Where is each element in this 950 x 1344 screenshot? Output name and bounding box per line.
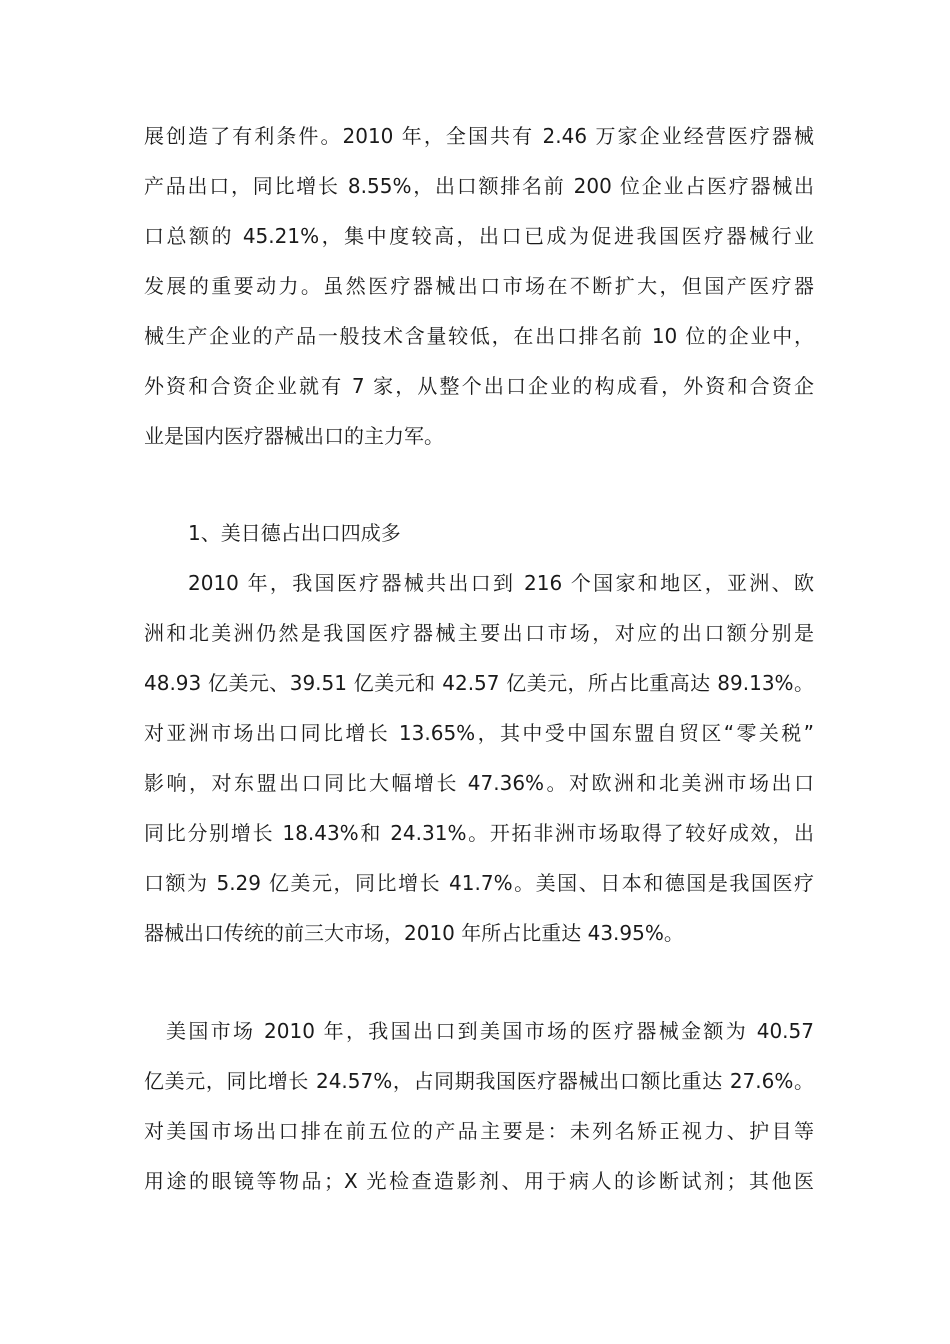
paragraph-2-line-7: 口额为 5.29 亿美元，同比增长 41.7%。美国、日本和德国是我国医疗 bbox=[144, 871, 814, 895]
paragraph-3-line-4: 用途的眼镜等物品；X 光检查造影剂、用于病人的诊断试剂；其他医 bbox=[144, 1169, 814, 1193]
paragraph-3-line-3: 对美国市场出口排在前五位的产品主要是：未列名矫正视力、护目等 bbox=[144, 1119, 814, 1143]
section-heading: 1、美日德占出口四成多 bbox=[188, 521, 401, 545]
paragraph-2-line-4: 对亚洲市场出口同比增长 13.65%，其中受中国东盟自贸区“零关税” bbox=[144, 721, 814, 745]
paragraph-1-line-5: 械生产企业的产品一般技术含量较低，在出口排名前 10 位的企业中， bbox=[144, 324, 814, 348]
paragraph-1-line-2: 产品出口，同比增长 8.55%，出口额排名前 200 位企业占医疗器械出 bbox=[144, 174, 814, 198]
paragraph-1-line-6: 外资和合资企业就有 7 家，从整个出口企业的构成看，外资和合资企 bbox=[144, 374, 814, 398]
paragraph-1-line-4: 发展的重要动力。虽然医疗器械出口市场在不断扩大，但国产医疗器 bbox=[144, 274, 814, 298]
paragraph-2-line-2: 洲和北美洲仍然是我国医疗器械主要出口市场，对应的出口额分别是 bbox=[144, 621, 814, 645]
paragraph-2-line-8: 器械出口传统的前三大市场，2010 年所占比重达 43.95%。 bbox=[144, 921, 684, 945]
paragraph-1-line-3: 口总额的 45.21%，集中度较高，出口已成为促进我国医疗器械行业 bbox=[144, 224, 814, 248]
paragraph-2-line-3: 48.93 亿美元、39.51 亿美元和 42.57 亿美元，所占比重高达 89.13%。 bbox=[144, 671, 814, 695]
paragraph-3-line-2: 亿美元，同比增长 24.57%，占同期我国医疗器械出口额比重达 27.6%。 bbox=[144, 1069, 814, 1093]
paragraph-2-line-1: 2010 年，我国医疗器械共出口到 216 个国家和地区，亚洲、欧 bbox=[188, 571, 814, 595]
paragraph-2-line-6: 同比分别增长 18.43%和 24.31%。开拓非洲市场取得了较好成效，出 bbox=[144, 821, 814, 845]
paragraph-3-line-1: 美国市场 2010 年，我国出口到美国市场的医疗器械金额为 40.57 bbox=[166, 1019, 814, 1043]
paragraph-1-line-7: 业是国内医疗器械出口的主力军。 bbox=[144, 424, 444, 448]
paragraph-1-line-1: 展创造了有利条件。2010 年，全国共有 2.46 万家企业经营医疗器械 bbox=[144, 124, 814, 148]
paragraph-2-line-5: 影响，对东盟出口同比大幅增长 47.36%。对欧洲和北美洲市场出口 bbox=[144, 771, 814, 795]
